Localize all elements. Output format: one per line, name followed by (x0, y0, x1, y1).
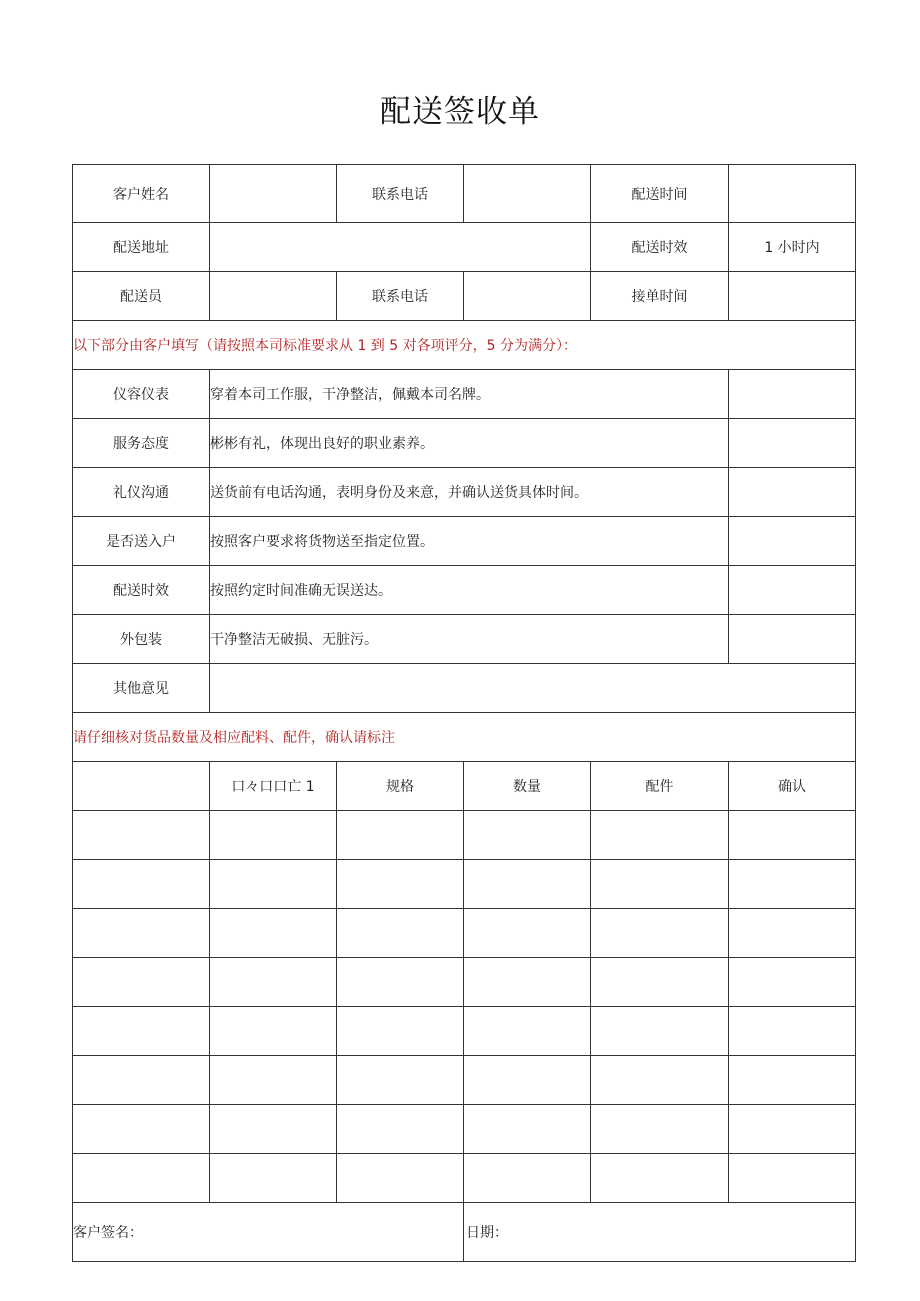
rating-score-field[interactable] (729, 468, 856, 517)
goods-cell[interactable] (464, 1105, 591, 1154)
goods-cell[interactable] (729, 1105, 856, 1154)
order-time-field[interactable] (729, 272, 856, 321)
goods-row (73, 909, 856, 958)
phone-label-2: 联系电话 (337, 272, 464, 321)
address-field[interactable] (210, 223, 591, 272)
info-row-address (73, 223, 856, 272)
other-opinion-field[interactable] (210, 664, 856, 713)
signature-row (73, 1203, 856, 1262)
goods-header-cell: 规格 (337, 762, 464, 811)
goods-cell[interactable] (464, 860, 591, 909)
other-opinion-row (73, 664, 856, 713)
courier-field[interactable] (210, 272, 337, 321)
goods-cell[interactable] (337, 909, 464, 958)
goods-cell[interactable] (73, 909, 210, 958)
goods-row (73, 958, 856, 1007)
rating-row (73, 370, 856, 419)
page-title: 配送签收单 (380, 94, 540, 130)
goods-cell[interactable] (73, 958, 210, 1007)
rating-score-field[interactable] (729, 566, 856, 615)
signature-date[interactable]: 日期： (464, 1203, 856, 1262)
goods-cell[interactable] (464, 1056, 591, 1105)
rating-item-label: 配送时效 (73, 566, 210, 615)
goods-cell[interactable] (591, 958, 729, 1007)
goods-row (73, 811, 856, 860)
goods-cell[interactable] (337, 860, 464, 909)
rating-row (73, 468, 856, 517)
goods-header-cell: 确认 (729, 762, 856, 811)
goods-cell[interactable] (73, 1154, 210, 1203)
courier-label: 配送员 (73, 272, 210, 321)
goods-cell[interactable] (591, 1154, 729, 1203)
goods-cell[interactable] (210, 909, 337, 958)
goods-cell[interactable] (337, 1154, 464, 1203)
goods-cell[interactable] (729, 1056, 856, 1105)
goods-cell[interactable] (591, 909, 729, 958)
goods-cell[interactable] (210, 1154, 337, 1203)
goods-cell[interactable] (729, 909, 856, 958)
goods-row (73, 1154, 856, 1203)
rating-item-desc: 送货前有电话沟通，表明身份及来意，并确认送货具体时间。 (210, 468, 729, 517)
goods-header-cell: 配件 (591, 762, 729, 811)
timeliness-value: 1 小时内 (729, 223, 856, 272)
goods-cell[interactable] (729, 1007, 856, 1056)
goods-cell[interactable] (73, 1056, 210, 1105)
goods-cell[interactable] (210, 1105, 337, 1154)
goods-row (73, 1007, 856, 1056)
delivery-time-field[interactable] (729, 165, 856, 223)
rating-item-label: 服务态度 (73, 419, 210, 468)
goods-cell[interactable] (210, 1056, 337, 1105)
goods-header-row (73, 762, 856, 811)
rating-item-label: 礼仪沟通 (73, 468, 210, 517)
goods-cell[interactable] (73, 811, 210, 860)
goods-cell[interactable] (337, 1105, 464, 1154)
rating-row (73, 419, 856, 468)
phone-field-2[interactable] (464, 272, 591, 321)
goods-cell[interactable] (464, 1007, 591, 1056)
goods-cell[interactable] (729, 1154, 856, 1203)
rating-score-field[interactable] (729, 517, 856, 566)
goods-cell[interactable] (210, 811, 337, 860)
phone-label: 联系电话 (337, 165, 464, 223)
goods-cell[interactable] (337, 811, 464, 860)
goods-cell[interactable] (591, 811, 729, 860)
goods-row (73, 860, 856, 909)
timeliness-label: 配送时效 (591, 223, 729, 272)
goods-cell[interactable] (210, 958, 337, 1007)
rating-item-desc: 干净整洁无破损、无脏污。 (210, 615, 729, 664)
goods-cell[interactable] (73, 1105, 210, 1154)
goods-cell[interactable] (464, 909, 591, 958)
goods-cell[interactable] (591, 1056, 729, 1105)
goods-cell[interactable] (729, 811, 856, 860)
address-label: 配送地址 (73, 223, 210, 272)
goods-cell[interactable] (210, 1007, 337, 1056)
rating-row (73, 566, 856, 615)
customer-signature[interactable]: 客户签名： (73, 1203, 464, 1262)
goods-cell[interactable] (337, 958, 464, 1007)
other-opinion-label: 其他意见 (73, 664, 210, 713)
goods-cell[interactable] (464, 1154, 591, 1203)
rating-score-field[interactable] (729, 370, 856, 419)
goods-row (73, 1105, 856, 1154)
order-time-label: 接单时间 (591, 272, 729, 321)
phone-field[interactable] (464, 165, 591, 223)
rating-item-label: 仪容仪表 (73, 370, 210, 419)
goods-cell[interactable] (337, 1056, 464, 1105)
goods-cell[interactable] (464, 811, 591, 860)
rating-score-field[interactable] (729, 419, 856, 468)
goods-header-cell: 口々口口亡 1 (210, 762, 337, 811)
rating-item-desc: 穿着本司工作服，干净整洁，佩戴本司名牌。 (210, 370, 729, 419)
rating-item-desc: 按照约定时间准确无误送达。 (210, 566, 729, 615)
rating-note-row (73, 321, 856, 370)
customer-name-field[interactable] (210, 165, 337, 223)
goods-cell[interactable] (729, 860, 856, 909)
info-row-customer (73, 165, 856, 223)
rating-score-field[interactable] (729, 615, 856, 664)
goods-note: 请仔细核对货品数量及相应配料、配件，确认请标注 (73, 713, 856, 762)
rating-row (73, 615, 856, 664)
goods-cell[interactable] (73, 860, 210, 909)
rating-item-label: 外包装 (73, 615, 210, 664)
rating-row (73, 517, 856, 566)
goods-cell[interactable] (729, 958, 856, 1007)
rating-note: 以下部分由客户填写（请按照本司标准要求从 1 到 5 对各项评分，5 分为满分）： (73, 321, 856, 370)
goods-cell[interactable] (591, 1007, 729, 1056)
rating-item-desc: 按照客户要求将货物送至指定位置。 (210, 517, 729, 566)
goods-cell[interactable] (591, 860, 729, 909)
goods-cell[interactable] (210, 860, 337, 909)
info-row-courier (73, 272, 856, 321)
goods-cell[interactable] (73, 1007, 210, 1056)
rating-item-desc: 彬彬有礼，体现出良好的职业素养。 (210, 419, 729, 468)
delivery-time-label: 配送时间 (591, 165, 729, 223)
goods-note-row (73, 713, 856, 762)
goods-header-cell: 数量 (464, 762, 591, 811)
goods-cell[interactable] (337, 1007, 464, 1056)
goods-cell[interactable] (464, 958, 591, 1007)
rating-item-label: 是否送入户 (73, 517, 210, 566)
customer-name-label: 客户姓名 (73, 165, 210, 223)
delivery-receipt-form (72, 164, 856, 1262)
goods-row (73, 1056, 856, 1105)
goods-header-cell (73, 762, 210, 811)
goods-cell[interactable] (591, 1105, 729, 1154)
